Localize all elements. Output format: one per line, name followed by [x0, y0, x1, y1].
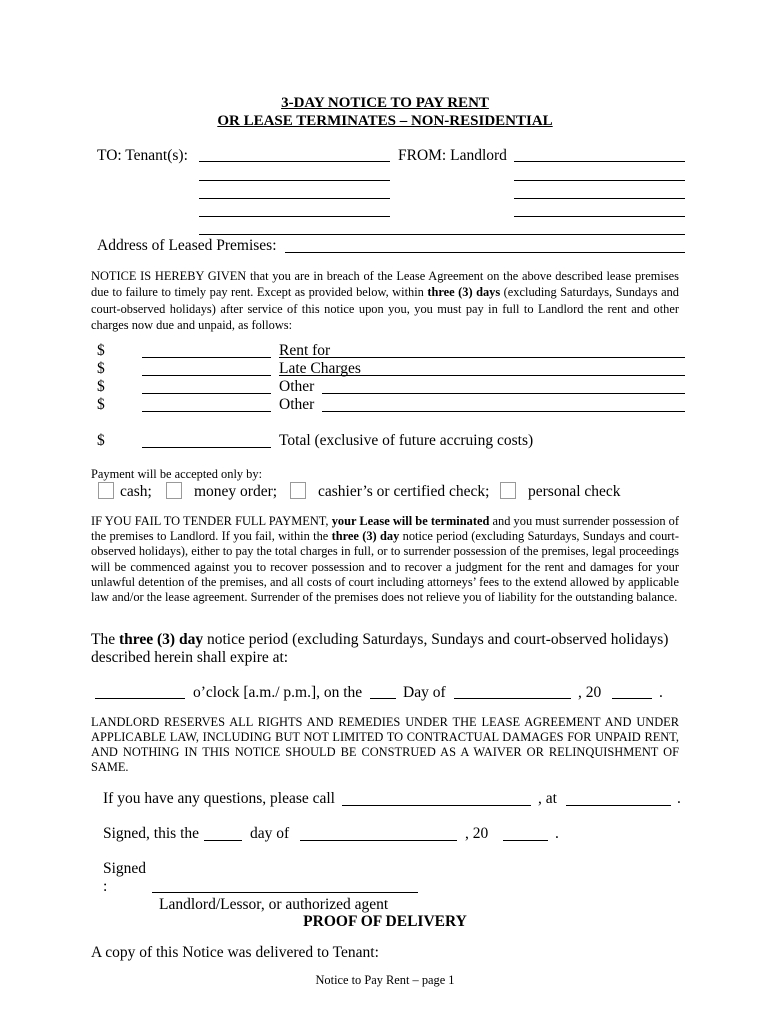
expire-month-line[interactable] — [454, 698, 571, 699]
signed-year-line[interactable] — [503, 840, 548, 841]
from-landlord-label: FROM: Landlord — [398, 147, 507, 164]
expire-paragraph: The three (3) day notice period (excluding Saturdays, Sundays and court-observed holidays) described herein shall expire at: — [91, 631, 669, 666]
late-charges-line[interactable] — [279, 375, 685, 376]
personal-check-checkbox[interactable] — [500, 482, 516, 499]
to-tenant-label: TO: Tenant(s): — [97, 147, 188, 164]
tenant-name-line-2[interactable] — [199, 180, 390, 181]
tenant-name-line-1[interactable] — [199, 161, 390, 162]
currency-sign: $ — [97, 360, 105, 377]
payment-intro: Payment will be accepted only by: — [91, 467, 263, 481]
currency-sign: $ — [97, 378, 105, 395]
cash-label: cash; — [120, 483, 152, 500]
notice-paragraph: NOTICE IS HEREBY GIVEN that you are in breach of the Lease Agreement on the above described lease premises due to failure to timely pay rent. Except as provided below, within three (3) days (excluding Saturdays, Sundays and court-observed holidays) after service of this notice upon you, you must pay in full to Landlord the rent and other charges now due and unpaid, as follows: — [91, 269, 679, 333]
questions-label: If you have any questions, please call — [103, 790, 335, 807]
late-charges-label: Late Charges — [279, 360, 361, 377]
tenant-name-line-3[interactable] — [199, 198, 390, 199]
landlord-name-line-3[interactable] — [514, 198, 685, 199]
rent-amount-line[interactable] — [142, 357, 271, 358]
expire-day-line[interactable] — [370, 698, 396, 699]
rent-for-line[interactable] — [279, 357, 685, 358]
money-order-checkbox[interactable] — [166, 482, 182, 499]
signed-colon: : — [103, 878, 108, 895]
other-label-1: Other — [279, 378, 315, 395]
expire-day-of-label: Day of — [403, 684, 446, 701]
expire-year-line[interactable] — [612, 698, 652, 699]
other-desc-line-1[interactable] — [322, 393, 685, 394]
failure-paragraph: IF YOU FAIL TO TENDER FULL PAYMENT, your Lease will be terminated and you must surrender possession of the premises to Landlord. If you fail, within the three (3) day notice period (excluding Saturdays, Sundays and court-observed holidays), either to pay the total charges in full, or to surrender possession of the premises, legal proceedings will be commenced against you to recover possession and to recover a judgment for the rent and damages for your unlawful detention of the premises, and all costs of court including attorneys’ fees to the extend allowed by applicable law and/or the lease agreement. Surrender of the premises does not relieve you of liability for the outstanding balance. — [91, 514, 680, 605]
signed-period: . — [555, 825, 559, 842]
currency-sign: $ — [97, 396, 105, 413]
expire-year-prefix: , 20 — [578, 684, 602, 701]
cash-checkbox[interactable] — [98, 482, 114, 499]
landlord-name-line-2[interactable] — [514, 180, 685, 181]
tenant-name-line-5[interactable] — [199, 234, 685, 235]
rent-for-label: Rent for — [279, 342, 331, 359]
tenant-name-line-4[interactable] — [199, 216, 390, 217]
signature-line[interactable] — [152, 892, 418, 893]
late-amount-line[interactable] — [142, 375, 271, 376]
proof-heading: PROOF OF DELIVERY — [303, 913, 467, 930]
questions-period: . — [677, 790, 681, 807]
total-amount-line[interactable] — [142, 447, 271, 448]
currency-sign: $ — [97, 432, 105, 449]
page-footer: Notice to Pay Rent – page 1 — [315, 973, 455, 987]
cashiers-check-label: cashier’s or certified check; — [318, 483, 490, 500]
signed-month-line[interactable] — [300, 840, 457, 841]
other-amount-line-1[interactable] — [142, 393, 271, 394]
reserves-paragraph: LANDLORD RESERVES ALL RIGHTS AND REMEDIES UNDER THE LEASE AGREEMENT AND UNDER APPLICABLE LAW, INCLUDING BUT NOT LIMITED TO CONTRACTUAL DAMAGES FOR UNPAID RENT, AND NOTHING IN THIS NOTICE SHOULD BE CONSTRUED AS A WAIVER OR RELINQUISHMENT OF SAME. — [91, 715, 679, 774]
questions-at-label: , at — [538, 790, 557, 807]
title-line-2: OR LEASE TERMINATES – NON-RESIDENTIAL — [217, 113, 553, 129]
signed-day-line[interactable] — [204, 840, 242, 841]
signed-day-of-label: day of — [250, 825, 290, 842]
questions-name-line[interactable] — [342, 805, 531, 806]
expire-period: . — [659, 684, 663, 701]
landlord-name-line-1[interactable] — [514, 161, 685, 162]
title-line-1: 3-DAY NOTICE TO PAY RENT — [281, 95, 489, 111]
other-label-2: Other — [279, 396, 315, 413]
address-label: Address of Leased Premises: — [97, 237, 277, 254]
landlord-name-line-4[interactable] — [514, 216, 685, 217]
questions-phone-line[interactable] — [566, 805, 671, 806]
signature-caption: Landlord/Lessor, or authorized agent — [159, 896, 389, 913]
other-desc-line-2[interactable] — [322, 411, 685, 412]
expire-time-line[interactable] — [95, 698, 185, 699]
address-line[interactable] — [285, 252, 685, 253]
signed-year-prefix: , 20 — [465, 825, 489, 842]
personal-check-label: personal check — [528, 483, 621, 500]
signed-this-label: Signed, this the — [103, 825, 200, 842]
cashiers-check-checkbox[interactable] — [290, 482, 306, 499]
proof-text: A copy of this Notice was delivered to Tenant: — [91, 944, 379, 961]
total-label: Total (exclusive of future accruing costs) — [279, 432, 534, 449]
other-amount-line-2[interactable] — [142, 411, 271, 412]
money-order-label: money order; — [194, 483, 278, 500]
oclock-label: o’clock [a.m./ p.m.], on the — [193, 684, 363, 701]
signed-label: Signed — [103, 860, 147, 877]
currency-sign: $ — [97, 342, 105, 359]
